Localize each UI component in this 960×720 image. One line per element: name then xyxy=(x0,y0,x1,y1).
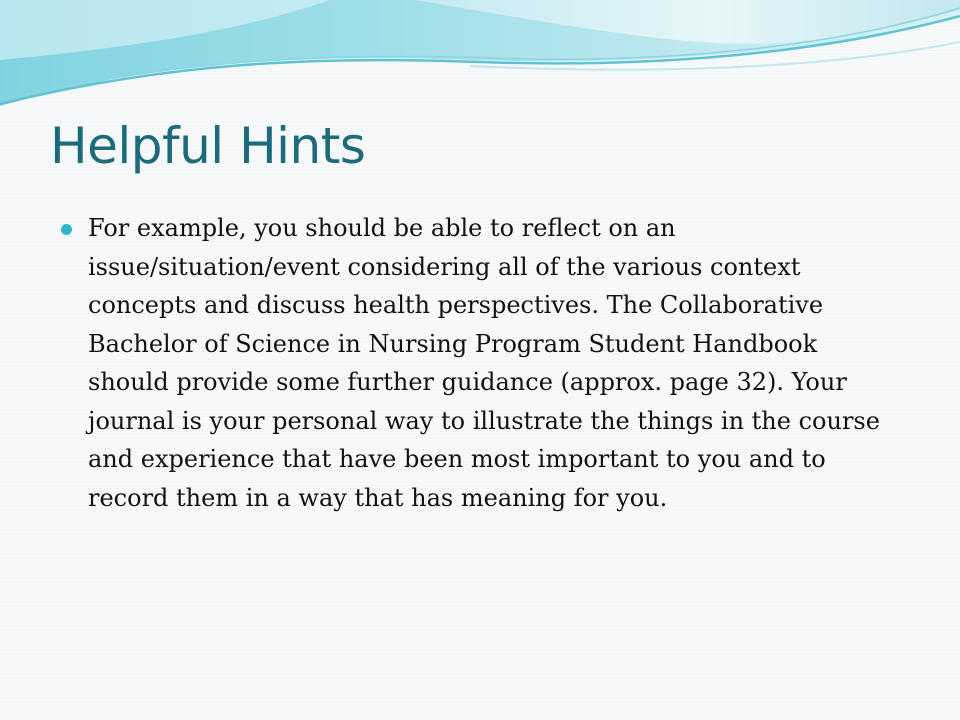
bullet-text: For example, you should be able to reflect on an issue/situation/event considering all of the various context concepts and discuss health perspectives. The Collaborative Bachelor of Science in Nursing Program Student Handbook should provide some further guidance (approx. page 32). Your journal is your personal way to illustrate the things in the course and experience that have been most important to you and to record them in a way that has meaning for you. xyxy=(88,214,880,512)
bullet-list xyxy=(60,209,880,517)
decorative-wave-header xyxy=(0,0,960,120)
bullet-dot-icon xyxy=(61,224,72,235)
slide-title: Helpful Hints xyxy=(50,117,366,175)
bullet-item xyxy=(60,209,880,517)
